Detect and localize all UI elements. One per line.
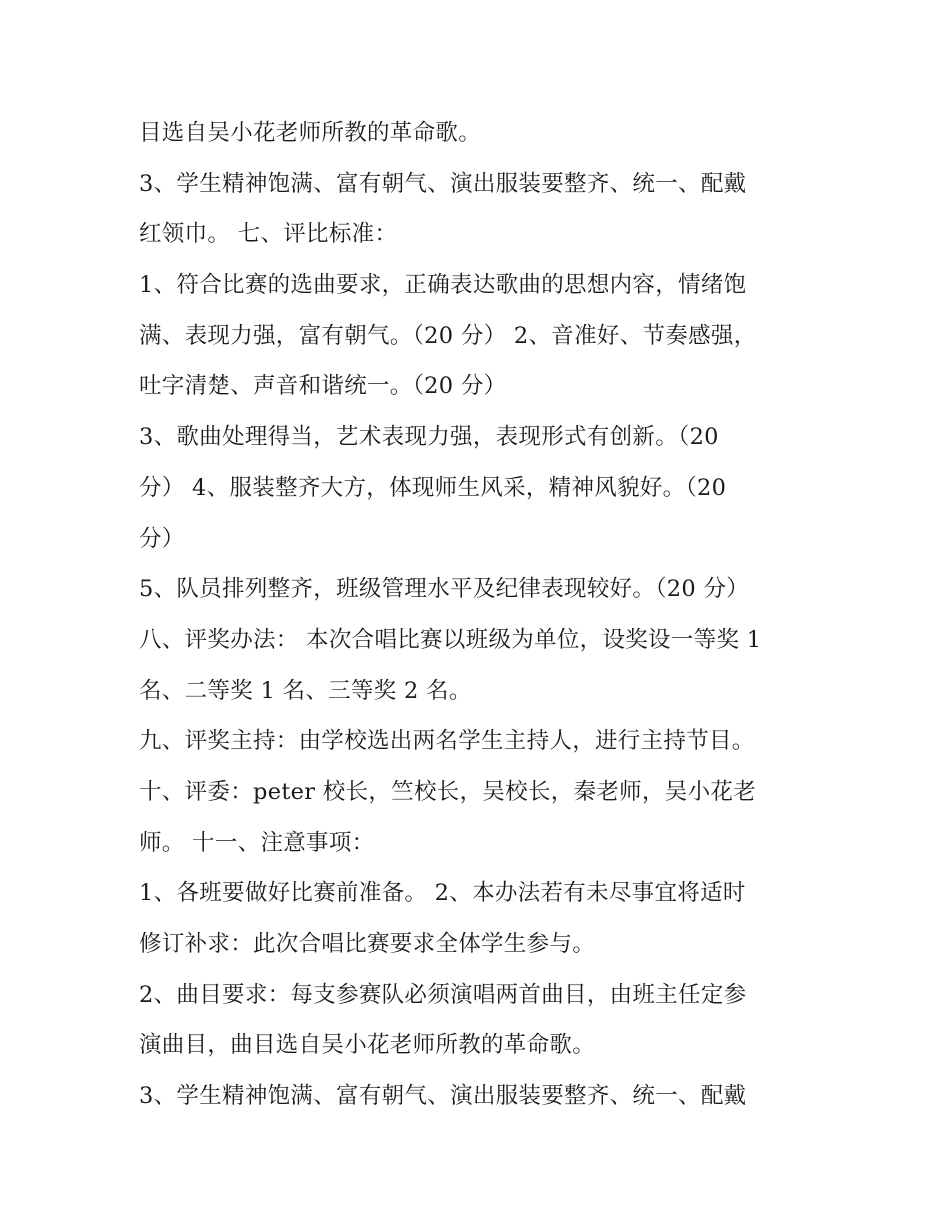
text-line: 吐字清楚、声音和谐统一。（20 分）: [139, 373, 507, 400]
text-line: 红领巾。 七、评比标准：: [139, 221, 398, 248]
text-line: 八、评奖办法： 本次合唱比赛以班级为单位，设奖设一等奖 1: [139, 626, 762, 653]
text-line: 分）: [139, 525, 185, 552]
text-line: 九、评奖主持：由学校选出两名学生主持人，进行主持节目。: [139, 728, 755, 755]
text-line: 1、符合比赛的选曲要求，正确表达歌曲的思想内容，情绪饱: [139, 272, 747, 299]
document-body: [139, 108, 839, 1122]
text-line: 师。 十一、注意事项：: [139, 829, 375, 856]
text-line: 3、学生精神饱满、富有朝气、演出服装要整齐、统一、配戴: [139, 1083, 747, 1110]
text-line: 满、表现力强，富有朝气。（20 分） 2、音准好、节奏感强，: [139, 322, 757, 349]
text-line: 3、学生精神饱满、富有朝气、演出服装要整齐、统一、配戴: [139, 170, 747, 197]
text-line: 3、歌曲处理得当，艺术表现力强，表现形式有创新。（20: [139, 424, 719, 451]
text-line: 1、各班要做好比赛前准备。 2、本办法若有未尽事宜将适时: [139, 880, 746, 907]
text-line: 修订补求：此次合唱比赛要求全体学生参与。: [139, 931, 596, 957]
text-line: 十、评委：peter 校长，竺校长，吴校长，秦老师，吴小花老: [139, 778, 756, 805]
text-line: 名、二等奖 1 名、三等奖 2 名。: [139, 677, 472, 704]
text-line: 分） 4、服装整齐大方，体现师生风采，精神风貌好。（20: [139, 474, 727, 501]
text-line: 演曲目，曲目选自吴小花老师所教的革命歌。: [139, 1032, 596, 1059]
text-line: 2、曲目要求：每支参赛队必须演唱两首曲目，由班主任定参: [139, 981, 747, 1008]
text-line: 目选自吴小花老师所教的革命歌。: [139, 120, 482, 146]
text-line: 5、队员排列整齐，班级管理水平及纪律表现较好。（20 分）: [139, 576, 750, 603]
